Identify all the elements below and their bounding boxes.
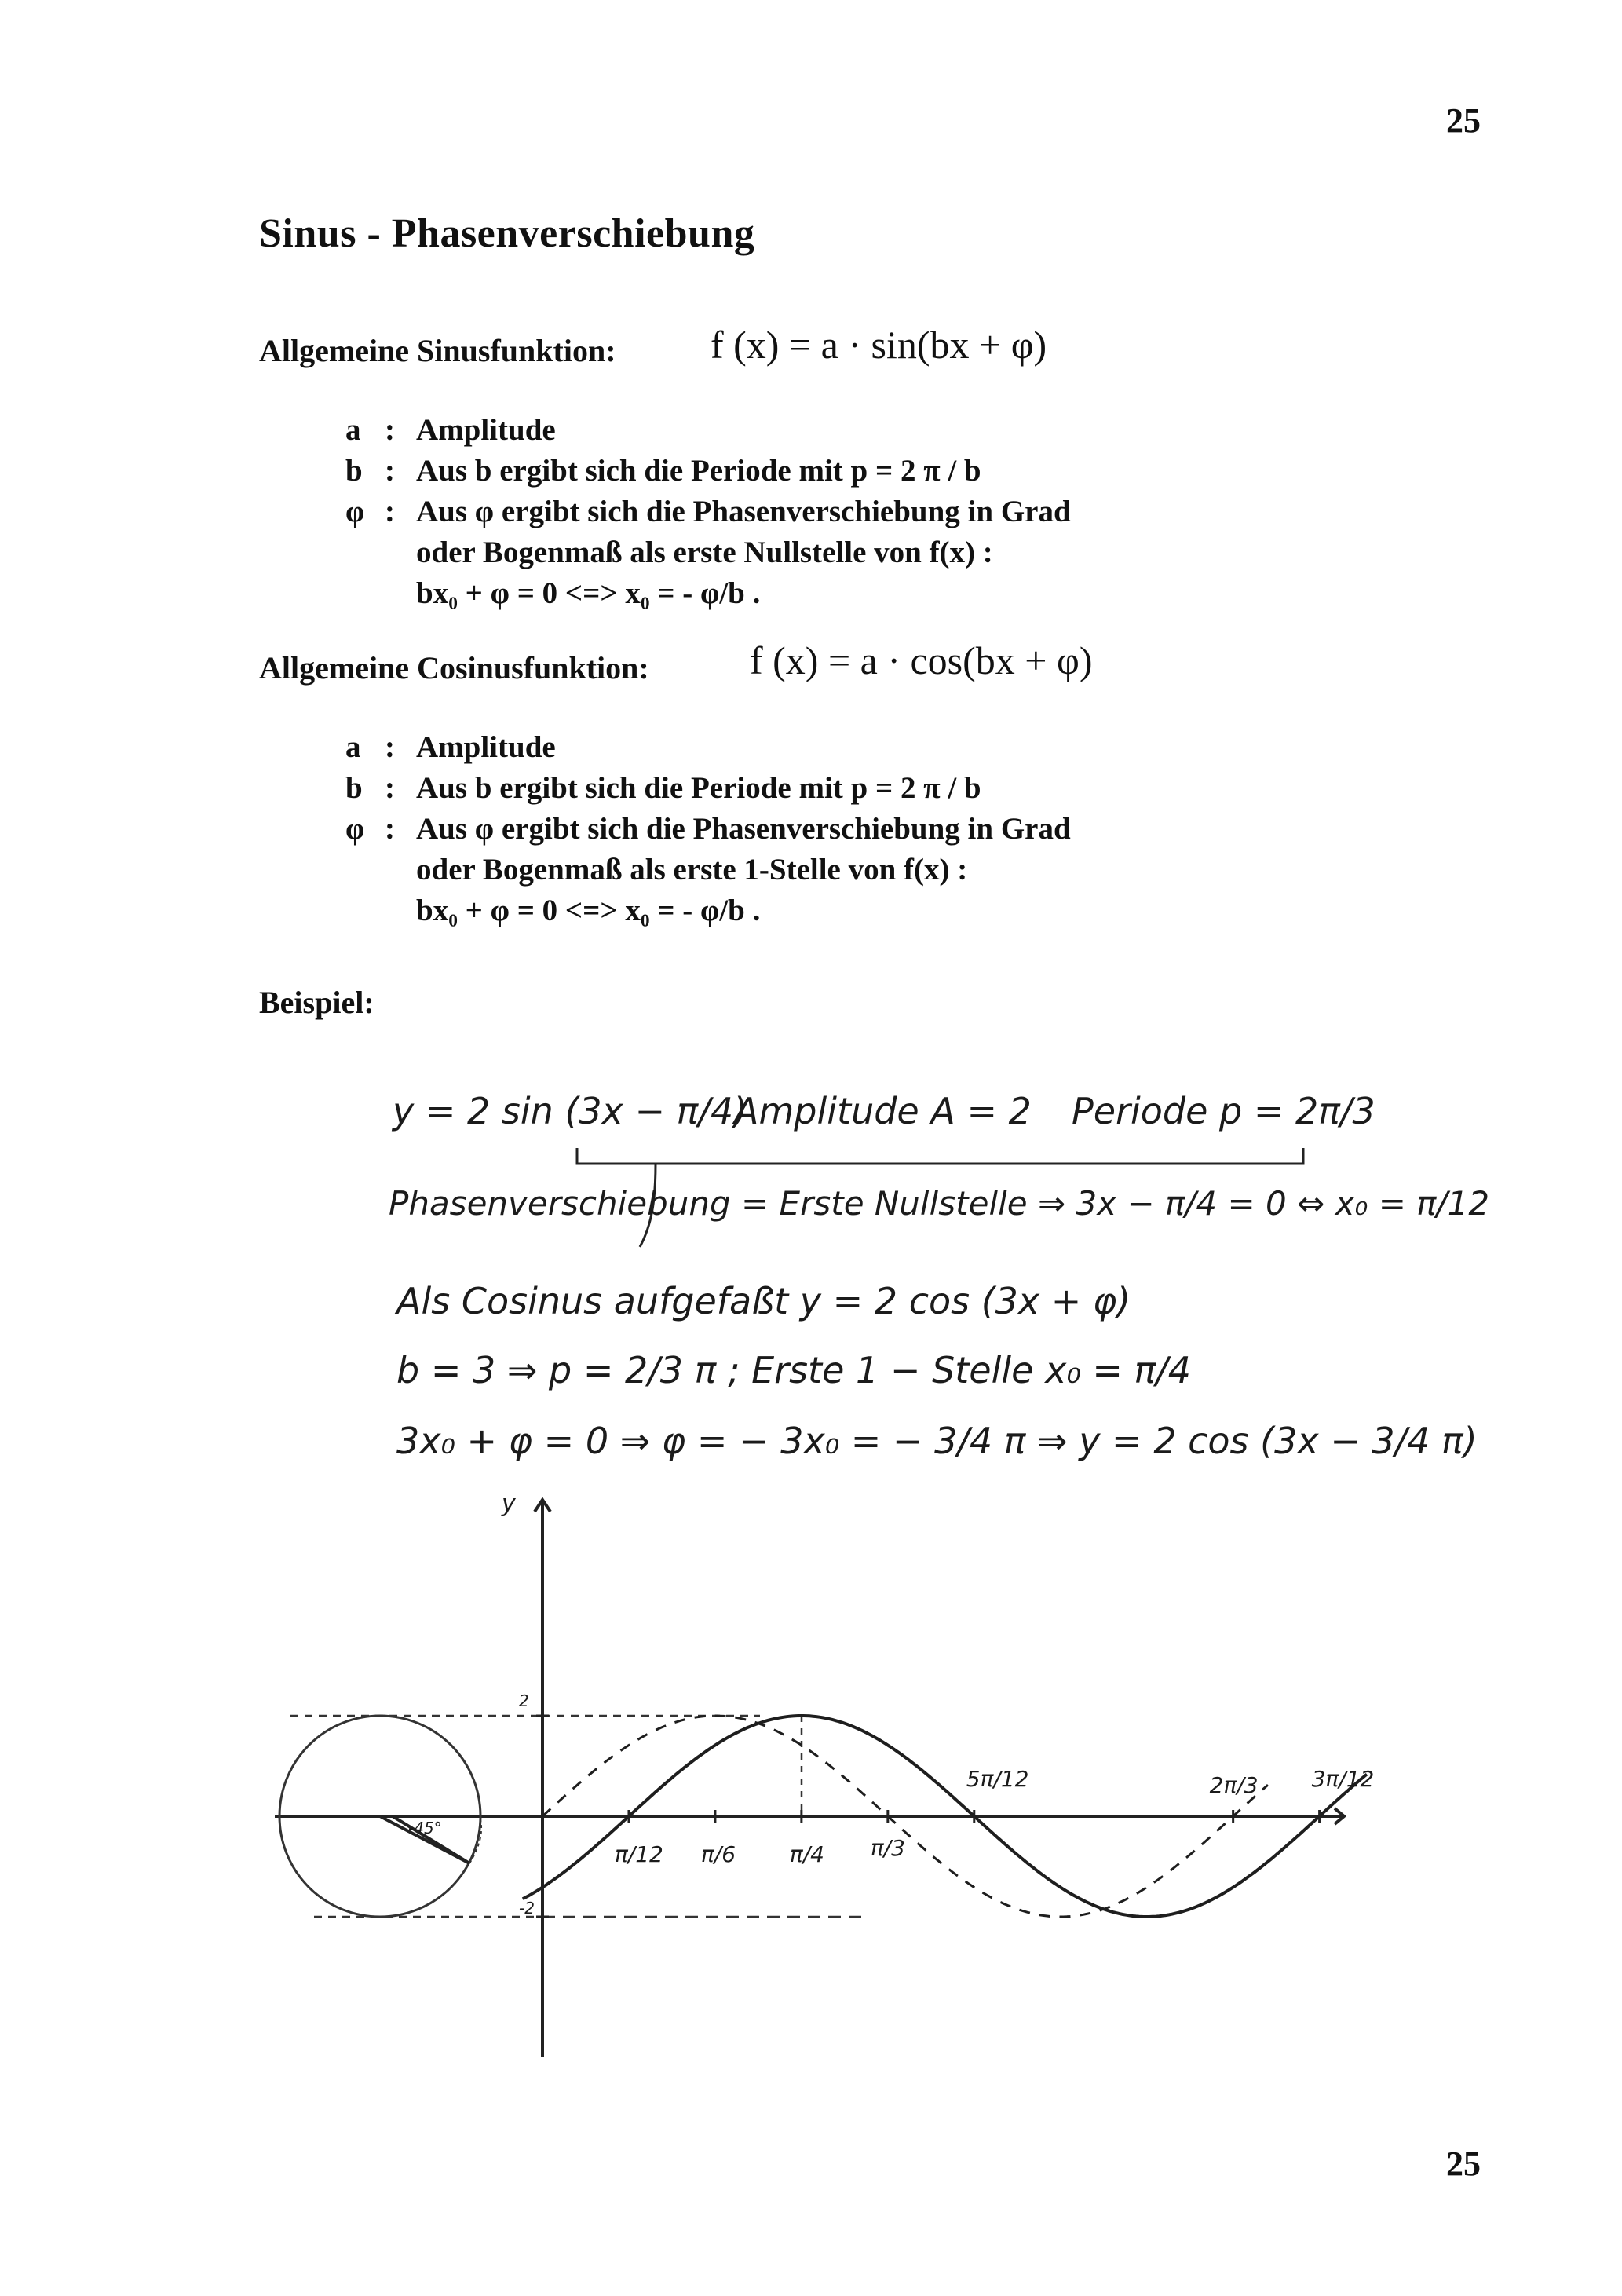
cosine-formula: f (x) = a · cos(bx + φ) [750, 638, 1093, 682]
y-tick-label: -2 [519, 1899, 535, 1918]
sine-item-a-text: Amplitude [416, 413, 556, 447]
x-tick-label: π/3 [870, 1835, 905, 1861]
sine-item-b-text: Aus b ergibt sich die Periode mit p = 2 π / b [416, 454, 981, 488]
example-label: Beispiel: [259, 985, 374, 1020]
sine-continuation-1: oder Bogenmaß als erste Nullstelle von f(x) : [416, 536, 993, 569]
cosine-item-a-text: Amplitude [416, 730, 556, 764]
sine-item-phi-symbol: φ [345, 495, 365, 528]
hand-line1-equation: y = 2 sin (3x − π/4) [393, 1090, 748, 1132]
page-number-bottom: 25 [1446, 2144, 1481, 2183]
cosine-item-a-symbol: a [345, 730, 361, 764]
cosine-heading: Allgemeine Cosinusfunktion: [259, 650, 649, 686]
cosine-item-b: b : Aus b ergibt sich die Periode mit p = 2 π / b [345, 768, 1071, 809]
hand-line2: Phasenverschiebung = Erste Nullstelle ⇒ 3x − π/4 = 0 ⇔ x₀ = π/12 [389, 1184, 1490, 1223]
x-tick-label: 2π/3 [1209, 1772, 1259, 1798]
sine-item-b: b : Aus b ergibt sich die Periode mit p = 2 π / b [345, 451, 1071, 492]
hand-line4: b = 3 ⇒ p = 2/3 π ; Erste 1 − Stelle x₀ = π/4 [396, 1349, 1191, 1391]
sine-graph [0, 1476, 1622, 2073]
cosine-item-phi-text: Aus φ ergibt sich die Phasenverschiebung in Grad [416, 812, 1071, 846]
cosine-continuation-2: bx₀ + φ = 0 <=> x₀ = - φ/b . [416, 894, 761, 927]
sine-formula: f (x) = a · sin(bx + φ) [711, 323, 1047, 367]
cosine-item-phi: φ : Aus φ ergibt sich die Phasenverschiebung in Grad [345, 809, 1071, 850]
x-tick-label: π/6 [700, 1841, 736, 1867]
x-tick-label: 3π/12 [1311, 1766, 1375, 1792]
hand-line3: Als Cosinus aufgefaßt y = 2 cos (3x + φ) [396, 1280, 1131, 1322]
x-tick-label: π/4 [789, 1841, 824, 1867]
sine-continuation-2: bx₀ + φ = 0 <=> x₀ = - φ/b . [416, 576, 761, 610]
y-tick-label: 2 [519, 1691, 529, 1710]
sine-item-phi-text: Aus φ ergibt sich die Phasenverschiebung in Grad [416, 495, 1071, 528]
sine-heading: Allgemeine Sinusfunktion: [259, 333, 616, 368]
x-tick-label: 5π/12 [966, 1766, 1029, 1792]
x-tick-label: π/12 [614, 1841, 663, 1867]
sine-item-a-symbol: a [345, 413, 361, 447]
cosine-continuation-1: oder Bogenmaß als erste 1-Stelle von f(x) : [416, 853, 968, 887]
hand-line1-period: Periode p = 2π/3 [1072, 1090, 1375, 1132]
hand-line5: 3x₀ + φ = 0 ⇒ φ = − 3x₀ = − 3/4 π ⇒ y = 2 cos (3x − 3/4 π) [396, 1420, 1478, 1462]
page-title: Sinus - Phasenverschiebung [259, 211, 755, 256]
page-number-top: 25 [1446, 101, 1481, 140]
y-axis-label: y [502, 1490, 516, 1518]
cosine-item-b-text: Aus b ergibt sich die Periode mit p = 2 π / b [416, 771, 981, 805]
sine-item-phi: φ : Aus φ ergibt sich die Phasenverschiebung in Grad [345, 492, 1071, 532]
angle-label: -45° [408, 1819, 442, 1837]
sine-item-b-symbol: b [345, 454, 363, 488]
sine-item-a: a : Amplitude [345, 410, 1071, 451]
hand-line1-amplitude: Amplitude A = 2 [734, 1090, 1032, 1132]
cosine-item-phi-symbol: φ [345, 812, 365, 846]
series-solid-left [523, 1888, 542, 1899]
cosine-item-b-symbol: b [345, 771, 363, 805]
cosine-item-a: a : Amplitude [345, 727, 1071, 768]
